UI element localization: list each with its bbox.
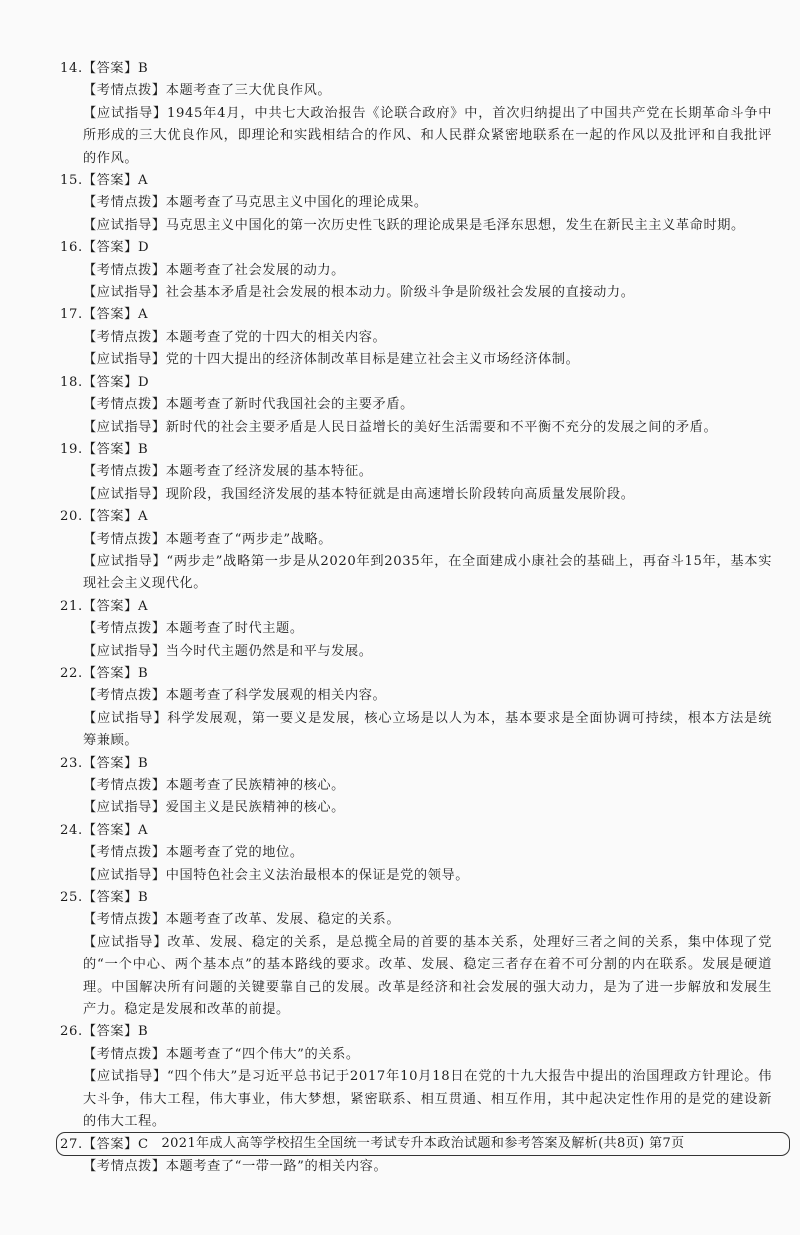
- exam-point-label: 【考情点拨】: [83, 912, 166, 928]
- exam-point-text: 本题考查了科学发展观的相关内容。: [165, 688, 387, 704]
- exam-point-label: 【考情点拨】: [83, 688, 166, 704]
- exam-guide-line: [83, 865, 772, 887]
- answer-item: [60, 1021, 772, 1133]
- answer-label: 【答案】: [82, 1136, 138, 1152]
- answer-label: 【答案】: [82, 1024, 138, 1040]
- exam-point-line: [83, 529, 772, 551]
- answer-item: [60, 506, 772, 596]
- exam-point-label: 【考情点拨】: [83, 531, 166, 547]
- question-number: 22.: [60, 665, 83, 681]
- answer-value: A: [137, 307, 149, 323]
- exam-guide-label: 【应试指导】: [83, 934, 168, 950]
- answer-value: A: [137, 173, 149, 189]
- answer-line: [60, 58, 772, 80]
- exam-guide-line: [83, 282, 772, 304]
- answer-value: A: [137, 509, 149, 525]
- page-footer: 2021年成人高等学校招生全国统一考试专升本政治试题和参考答案及解析(共8页) 第7页: [56, 1132, 790, 1156]
- question-number: 19.: [60, 441, 83, 457]
- exam-point-text: 本题考查了时代主题。: [165, 621, 304, 637]
- exam-point-line: [83, 685, 772, 707]
- exam-point-text: 本题考查了党的地位。: [165, 845, 304, 861]
- exam-guide-line: [83, 1066, 772, 1133]
- exam-point-text: 本题考查了新时代我国社会的主要矛盾。: [165, 397, 414, 413]
- exam-guide-text: 新时代的社会主要矛盾是人民日益增长的美好生活需要和不平衡不充分的发展之间的矛盾。: [165, 419, 718, 435]
- answer-label: 【答案】: [82, 307, 138, 323]
- exam-guide-line: [83, 349, 772, 371]
- exam-guide-line: [83, 551, 772, 596]
- question-number: 21.: [60, 598, 83, 614]
- exam-point-label: 【考情点拨】: [83, 1046, 166, 1062]
- question-number: 14.: [60, 61, 83, 76]
- answer-item: [60, 663, 772, 753]
- answer-item: [60, 887, 772, 1021]
- exam-point-label: 【考情点拨】: [83, 1158, 166, 1174]
- exam-guide-line: [83, 417, 772, 439]
- answer-value: D: [137, 240, 150, 256]
- answer-label: 【答案】: [82, 240, 138, 256]
- question-number: 26.: [60, 1024, 83, 1040]
- exam-point-text: 本题考查了改革、发展、稳定的关系。: [165, 912, 401, 928]
- answer-value: B: [137, 1024, 149, 1040]
- exam-guide-text: 改革、发展、稳定的关系，是总揽全局的首要的基本关系，处理好三者之间的关系，集中体现了党的“一个中心、两个基本点”的基本路线的要求。改革、发展、稳定三者存在着不可分割的内在联系。发展是硬道理。中国解决所有问题的关键要靠自己的发展。改革是经济和社会发展的强大动力，是为了进一步解放和发展生产力。稳定是发展和改革的前提。: [83, 934, 772, 1018]
- exam-point-line: [83, 461, 772, 483]
- exam-guide-label: 【应试指导】: [83, 710, 168, 726]
- answer-line: [60, 596, 772, 618]
- answer-line: [60, 439, 772, 461]
- answer-line: [60, 887, 772, 909]
- exam-guide-text: 党的十四大提出的经济体制改革目标是建立社会主义市场经济体制。: [165, 352, 580, 368]
- question-number: 16.: [60, 240, 83, 256]
- question-number: 17.: [60, 307, 83, 323]
- exam-guide-label: 【应试指导】: [83, 800, 166, 816]
- answer-line: [60, 170, 772, 192]
- exam-guide-line: [83, 797, 772, 819]
- exam-guide-label: 【应试指导】: [83, 553, 167, 569]
- answer-label: 【答案】: [82, 441, 138, 457]
- answer-value: B: [137, 890, 149, 906]
- answer-value: B: [137, 665, 149, 681]
- question-number: 20.: [60, 509, 83, 525]
- exam-point-text: 本题考查了“两步走”战略。: [165, 531, 333, 547]
- answer-label: 【答案】: [82, 598, 138, 614]
- exam-point-text: 本题考查了社会发展的动力。: [165, 262, 345, 278]
- exam-point-text: 本题考查了马克思主义中国化的理论成果。: [165, 195, 428, 211]
- answer-item: [60, 170, 772, 237]
- answer-value: B: [137, 755, 149, 771]
- answer-item: [60, 304, 772, 371]
- answer-list: [60, 58, 772, 1178]
- exam-guide-text: 现阶段，我国经济发展的基本特征就是由高速增长阶段转向高质量发展阶段。: [165, 486, 635, 502]
- exam-point-text: 本题考查了经济发展的基本特征。: [165, 464, 373, 480]
- answer-item: [60, 372, 772, 439]
- exam-guide-text: 社会基本矛盾是社会发展的根本动力。阶级斗争是阶级社会发展的直接动力。: [165, 285, 635, 301]
- exam-guide-label: 【应试指导】: [83, 105, 167, 121]
- answer-label: 【答案】: [82, 374, 138, 390]
- exam-point-line: [83, 394, 772, 416]
- exam-guide-text: 当今时代主题仍然是和平与发展。: [165, 643, 373, 659]
- exam-guide-label: 【应试指导】: [83, 867, 166, 883]
- exam-point-text: 本题考查了党的十四大的相关内容。: [165, 329, 387, 345]
- question-number: 23.: [60, 755, 83, 771]
- answer-item: [60, 596, 772, 663]
- question-number: 24.: [60, 822, 83, 838]
- answer-label: 【答案】: [82, 509, 138, 525]
- exam-point-line: [83, 1156, 772, 1178]
- answer-item: [60, 753, 772, 820]
- answer-line: [60, 237, 772, 259]
- answer-label: 【答案】: [82, 890, 138, 906]
- exam-guide-label: 【应试指导】: [83, 486, 166, 502]
- answer-line: [60, 753, 772, 775]
- answer-value: C: [137, 1136, 149, 1152]
- exam-point-label: 【考情点拨】: [83, 329, 166, 345]
- exam-guide-label: 【应试指导】: [83, 352, 166, 368]
- exam-guide-text: “两步走”战略第一步是从2020年到2035年，在全面建成小康社会的基础上，再奋斗15年，基本实现社会主义现代化。: [83, 553, 772, 592]
- answer-line: [60, 372, 772, 394]
- exam-point-label: 【考情点拨】: [83, 464, 166, 480]
- answer-line: [60, 304, 772, 326]
- exam-point-text: 本题考查了三大优良作风。: [165, 83, 332, 99]
- answer-item: [60, 237, 772, 304]
- answer-item: [60, 820, 772, 887]
- exam-guide-text: 中国特色社会主义法治最根本的保证是党的领导。: [165, 867, 470, 883]
- exam-point-label: 【考情点拨】: [83, 195, 166, 211]
- answer-label: 【答案】: [82, 61, 138, 76]
- answer-label: 【答案】: [82, 665, 138, 681]
- exam-guide-text: 科学发展观，第一要义是发展，核心立场是以人为本，基本要求是全面协调可持续，根本方法是统筹兼顾。: [83, 710, 772, 749]
- answer-value: A: [137, 598, 149, 614]
- exam-guide-line: [83, 484, 772, 506]
- answer-line: [60, 506, 772, 528]
- exam-point-text: 本题考查了民族精神的核心。: [165, 778, 345, 793]
- answer-label: 【答案】: [82, 173, 138, 189]
- exam-point-label: 【考情点拨】: [83, 397, 166, 413]
- answer-item: [60, 439, 772, 506]
- answer-value: B: [137, 61, 149, 76]
- exam-point-line: [83, 80, 772, 102]
- answer-line: [60, 1021, 772, 1043]
- question-number: 25.: [60, 890, 83, 906]
- exam-point-text: 本题考查了“四个伟大”的关系。: [165, 1046, 360, 1062]
- exam-guide-label: 【应试指导】: [83, 419, 166, 435]
- answer-item: [60, 58, 772, 170]
- exam-guide-label: 【应试指导】: [83, 217, 166, 233]
- exam-guide-line: [83, 708, 772, 753]
- exam-guide-label: 【应试指导】: [83, 285, 166, 301]
- exam-guide-label: 【应试指导】: [83, 643, 166, 659]
- exam-guide-line: [83, 641, 772, 663]
- exam-guide-label: 【应试指导】: [83, 1069, 167, 1085]
- exam-point-line: [83, 909, 772, 931]
- answer-line: [60, 663, 772, 685]
- exam-point-line: [83, 618, 772, 640]
- exam-guide-text: 爱国主义是民族精神的核心。: [165, 800, 345, 816]
- exam-guide-text: “四个伟大”是习近平总书记于2017年10月18日在党的十九大报告中提出的治国理政方针理论。伟大斗争，伟大工程，伟大事业，伟大梦想，紧密联系、相互贯通、相互作用，其中起决定性作用的是党的建设新的伟大工程。: [83, 1069, 772, 1130]
- exam-point-line: [83, 192, 772, 214]
- exam-point-label: 【考情点拨】: [83, 778, 166, 793]
- answer-label: 【答案】: [82, 822, 138, 838]
- exam-point-line: [83, 842, 772, 864]
- answer-line: [60, 820, 772, 842]
- exam-point-line: [83, 1044, 772, 1066]
- exam-point-line: [83, 260, 772, 282]
- answer-value: B: [137, 441, 149, 457]
- exam-guide-line: [83, 215, 772, 237]
- exam-point-line: [83, 327, 772, 349]
- exam-point-label: 【考情点拨】: [83, 845, 166, 861]
- answer-value: A: [137, 822, 149, 838]
- exam-guide-line: [83, 932, 772, 1022]
- exam-guide-text: 马克思主义中国化的第一次历史性飞跃的理论成果是毛泽东思想，发生在新民主主义革命时期。: [165, 217, 745, 233]
- question-number: 18.: [60, 374, 83, 390]
- exam-guide-text: 1945年4月，中共七大政治报告《论联合政府》中，首次归纳提出了中国共产党在长期革命斗争中所形成的三大优良作风，即理论和实践相结合的作风、和人民群众紧密地联系在一起的作风以及批评和自我批评的作风。: [83, 105, 772, 166]
- exam-point-line: [83, 775, 772, 797]
- exam-guide-line: [83, 103, 772, 170]
- exam-point-text: 本题考查了“一带一路”的相关内容。: [165, 1158, 388, 1174]
- question-number: 15.: [60, 173, 83, 189]
- exam-point-label: 【考情点拨】: [83, 621, 166, 637]
- exam-point-label: 【考情点拨】: [83, 262, 166, 278]
- answer-value: D: [137, 374, 150, 390]
- answer-label: 【答案】: [82, 755, 138, 771]
- question-number: 27.: [60, 1136, 83, 1152]
- exam-point-label: 【考情点拨】: [83, 83, 166, 99]
